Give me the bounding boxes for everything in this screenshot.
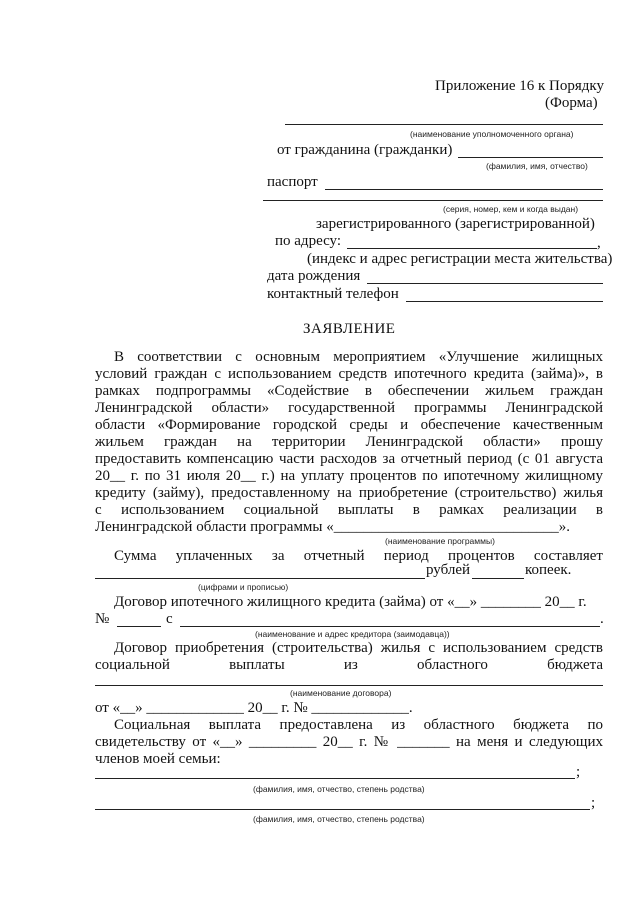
p1-line-5: области «Формирование городской среды и обеспечение качественным [95,417,603,433]
birth-date-line[interactable] [367,283,603,284]
sum-amount-line[interactable] [95,578,425,579]
p1-line-10: с использованием социальной выплаты в рамках реализации в [95,502,603,518]
address-line[interactable] [347,248,597,249]
family-semicolon-1: ; [576,764,581,780]
contract-with-label: с [166,611,173,627]
purchase-contract-line-2: социальной выплаты из областного бюджета [95,657,603,673]
registered-label: зарегистрированного (зарегистрированной) [316,216,595,232]
sum-kopecks-line[interactable] [472,578,524,579]
program-caption: (наименование программы) [385,536,495,546]
address-label: по адресу: [275,233,342,249]
sum-rubles-label: рублей [426,562,471,578]
citizen-name-line[interactable] [458,157,603,158]
sum-kopecks-label: копеек. [525,562,572,578]
creditor-line[interactable] [180,626,600,627]
phone-line[interactable] [406,301,603,302]
sum-line-1: Сумма уплаченных за отчетный период процентов составляет [114,548,603,564]
family-semicolon-2: ; [591,795,596,811]
sum-caption: (цифрами и прописью) [198,582,289,592]
address-caption: (индекс и адрес регистрации места жительства) [307,251,613,267]
passport-caption: (серия, номер, кем и когда выдан) [443,204,579,214]
p1-line-2: условий граждан с использованием средств ипотечного кредита (займа)», в [95,366,603,382]
payment-line-1: Социальная выплата предоставлена из областного бюджета по [114,717,603,733]
document-title: ЗАЯВЛЕНИЕ [303,321,396,337]
family-caption-2: (фамилия, имя, отчество, степень родства) [253,814,425,824]
p1-line-4: Ленинградской области» государственной программы Ленинградской [95,400,603,416]
creditor-caption: (наименование и адрес кредитора (заимодавца)) [255,629,450,639]
p1-line-3: рамках подпрограммы «Содействие в обеспечении жильем граждан [95,383,603,399]
contract-name-line[interactable] [95,685,603,686]
mortgage-contract-line: Договор ипотечного жилищного кредита (займа) от «__» ________ 20__ г. [114,594,587,610]
family-member-line-1[interactable] [95,778,575,779]
fio-caption: (фамилия, имя, отчество) [486,161,588,171]
creditor-period: . [600,611,604,627]
family-caption-1: (фамилия, имя, отчество, степень родства) [253,784,425,794]
passport-label: паспорт [267,174,318,190]
p1-line-11: Ленинградской области программы «______________________________». [95,519,571,535]
address-comma: , [597,235,601,251]
phone-label: контактный телефон [267,286,399,302]
appendix-header: Приложение 16 к Порядку [435,78,604,94]
contract-no-line[interactable] [117,626,161,627]
contract-name-caption: (наименование договора) [290,688,392,698]
purchase-contract-line-1: Договор приобретения (строительства) жилья с использованием средств [114,640,603,656]
payment-line-3: членов моей семьи: [95,751,221,767]
organ-caption: (наименование уполномоченного органа) [410,129,574,139]
payment-line-2: свидетельству от «__» _________ 20__ г. № _______ на меня и следующих [95,734,603,750]
purchase-contract-date: от «__» _____________ 20__ г. № _____________. [95,700,413,716]
organ-name-line[interactable] [285,124,603,125]
from-citizen-label: от гражданина (гражданки) [277,142,453,158]
p1-line-6: жильем граждан на территории Ленинградской области» прошу [95,434,603,450]
contract-no-label: № [95,611,110,627]
p1-line-1: В соответствии с основным мероприятием «Улучшение жилищных [114,349,603,365]
p1-line-9: кредиту (займу), предоставленному на приобретение (строительство) жилья [95,485,603,501]
p1-line-7: предоставить компенсацию части расходов за отчетный период (с 01 августа [95,451,603,467]
birth-date-label: дата рождения [267,268,361,284]
p1-line-8: 20__ г. по 31 июля 20__ г.) на уплату процентов по ипотечному жилищному [95,468,603,484]
form-label: (Форма) [545,95,598,111]
family-member-line-2[interactable] [95,809,590,810]
passport-line-2[interactable] [263,200,603,201]
passport-line-1[interactable] [325,189,603,190]
